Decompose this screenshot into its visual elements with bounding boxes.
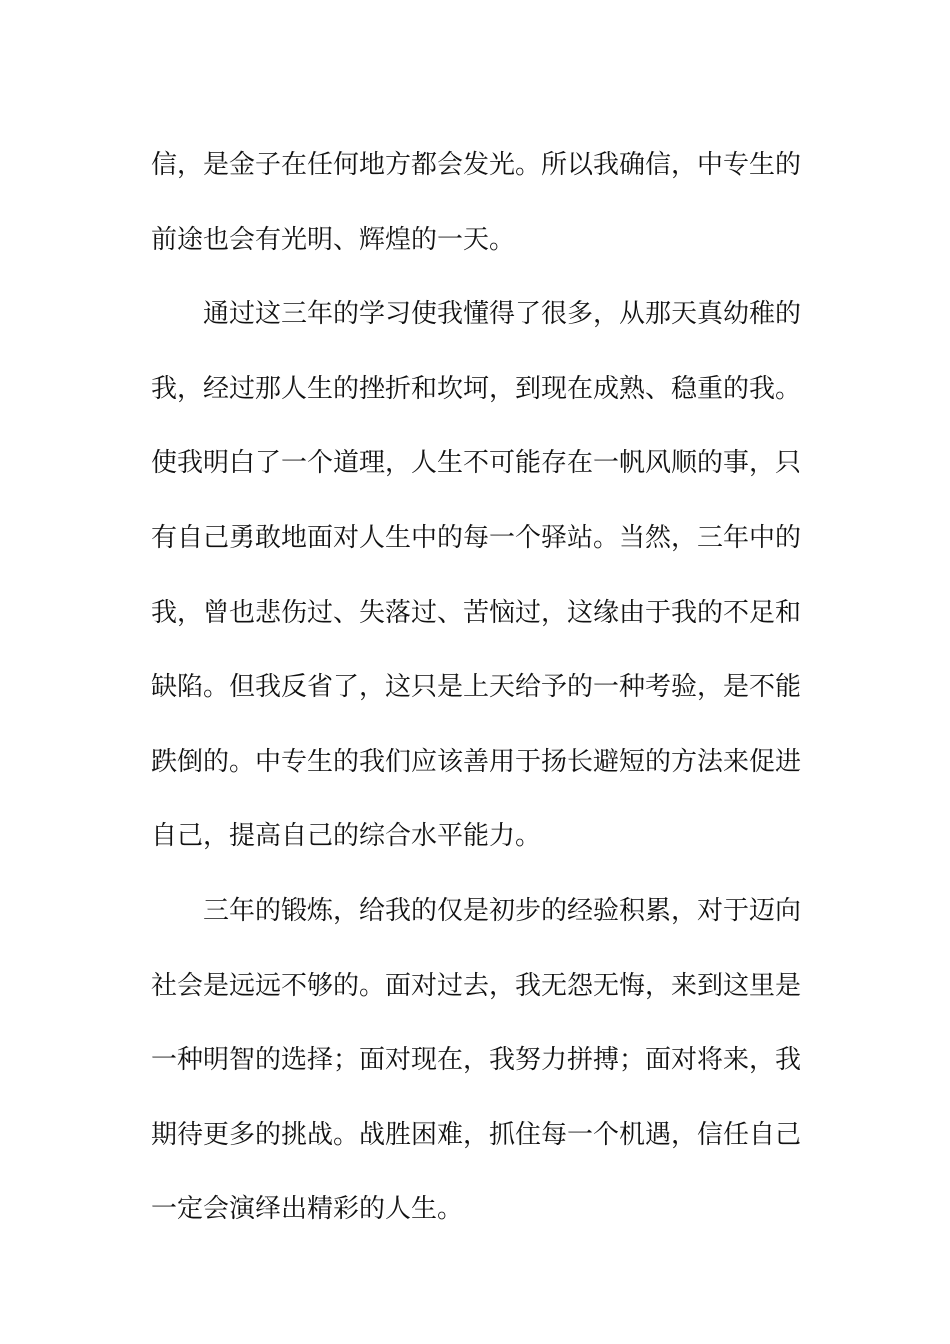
text-line: 自己，提高自己的综合水平能力。 <box>151 821 542 852</box>
text-line: 有自己勇敢地面对人生中的每一个驿站。当然，三年中的 <box>151 522 802 553</box>
text-line: 我，经过那人生的挫折和坎坷，到现在成熟、稳重的我。 <box>151 373 802 404</box>
document-body <box>151 128 802 1247</box>
text-line: 缺陷。但我反省了，这只是上天给予的一种考验，是不能 <box>151 672 802 703</box>
text-line: 跌倒的。中专生的我们应该善用于扬长避短的方法来促进 <box>151 746 802 777</box>
text-line: 社会是远远不够的。面对过去，我无怨无悔，来到这里是 <box>151 970 802 1001</box>
text-line: 我，曾也悲伤过、失落过、苦恼过，这缘由于我的不足和 <box>151 597 802 628</box>
text-line: 通过这三年的学习使我懂得了很多，从那天真幼稚的 <box>203 299 802 330</box>
text-line: 使我明白了一个道理，人生不可能存在一帆风顺的事，只 <box>151 448 802 479</box>
text-line: 前途也会有光明、辉煌的一天。 <box>151 224 516 255</box>
text-line: 一种明智的选择；面对现在，我努力拼搏；面对将来，我 <box>151 1045 802 1076</box>
text-line: 期待更多的挑战。战胜困难，抓住每一个机遇，信任自己 <box>151 1119 802 1150</box>
text-line: 信，是金子在任何地方都会发光。所以我确信，中专生的 <box>151 150 802 180</box>
text-line: 三年的锻炼，给我的仅是初步的经验积累，对于迈向 <box>203 895 802 926</box>
text-line: 一定会演绎出精彩的人生。 <box>151 1194 464 1225</box>
